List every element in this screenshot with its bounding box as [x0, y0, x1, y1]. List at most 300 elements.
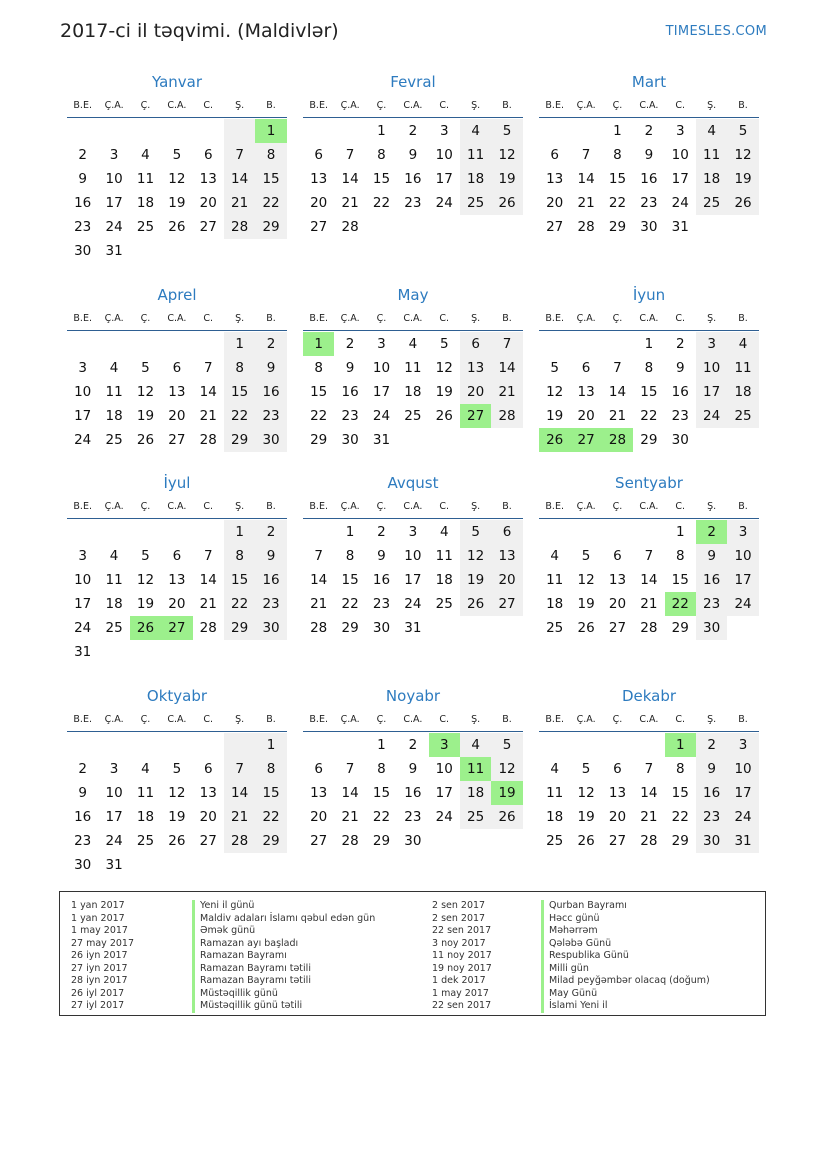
empty-day-cell	[539, 733, 570, 757]
day-cell: 21	[224, 805, 255, 829]
day-cell: 10	[727, 544, 758, 568]
day-cell: 15	[310, 384, 328, 400]
weekday-label: Ş.	[235, 500, 245, 512]
empty-day-cell	[491, 215, 522, 239]
empty-day-cell	[130, 640, 161, 664]
day-cell: 24	[671, 195, 689, 211]
day-cell: 31	[105, 857, 123, 873]
weekday-label: C.	[203, 713, 214, 725]
empty-day-cell	[224, 239, 255, 263]
weekday-label: Ç.	[376, 713, 387, 725]
weekday-label: Ç.	[140, 99, 151, 111]
day-cell: 5	[550, 360, 559, 376]
weekday-label: C.A.	[639, 713, 659, 725]
day-cell: 15	[372, 785, 391, 801]
day-cell: 13	[168, 572, 186, 588]
weekday-label: C.A.	[403, 713, 423, 725]
day-cell: 6	[172, 360, 182, 376]
day-cell: 12	[577, 785, 595, 801]
empty-day-cell	[727, 616, 758, 640]
day-cell: 8	[314, 360, 323, 376]
weekday-label: B.	[738, 312, 748, 324]
day-cell: 23	[255, 404, 286, 428]
weekday-label: C.A.	[167, 99, 187, 111]
day-cell: 28	[577, 219, 595, 235]
day-cell: 13	[310, 171, 328, 187]
day-cell: 16	[696, 781, 727, 805]
weekday-label: Ç.	[612, 500, 623, 512]
day-cell: 6	[581, 360, 591, 376]
legend-holiday-name: Yeni il günü	[192, 900, 375, 913]
day-cell: 10	[435, 147, 453, 163]
day-cell: 24	[435, 195, 453, 211]
day-cell: 6	[550, 147, 559, 163]
day-cell: 10	[372, 360, 391, 376]
day-cell: 26	[168, 833, 186, 849]
legend-date: 27 may 2017	[71, 937, 135, 949]
day-cell: 17	[435, 785, 453, 801]
day-cell: 30	[696, 829, 727, 853]
day-cell: 27	[608, 620, 627, 636]
day-cell: 29	[310, 432, 328, 448]
month-calendar	[67, 72, 287, 263]
month-name: Oktyabr	[146, 687, 208, 705]
weekday-label: B.	[738, 99, 748, 111]
day-cell: 7	[203, 360, 213, 376]
day-cell: 18	[105, 408, 123, 424]
empty-day-cell	[429, 428, 460, 452]
day-cell: 27	[199, 219, 217, 235]
day-cell: 31	[74, 644, 92, 660]
month-days-grid	[303, 331, 523, 452]
day-cell: 18	[105, 596, 123, 612]
holiday-day-cell: 26	[539, 428, 570, 452]
legend-date: 22 sen 2017	[432, 1000, 492, 1011]
day-cell: 30	[255, 428, 286, 452]
weekday-label: B.	[502, 500, 512, 512]
day-cell: 7	[491, 332, 522, 356]
holiday-day-cell: 27	[570, 428, 601, 452]
day-cell: 6	[203, 147, 213, 163]
brand-logo-text[interactable]: TIMESLES.COM	[665, 24, 767, 39]
day-cell: 16	[74, 195, 92, 211]
empty-day-cell	[193, 520, 224, 544]
day-cell: 4	[141, 761, 150, 777]
day-cell: 31	[727, 829, 758, 853]
day-cell: 6	[314, 761, 323, 777]
day-cell: 11	[546, 572, 564, 588]
day-cell: 16	[640, 171, 658, 187]
holiday-day-cell: 11	[460, 757, 491, 781]
month-name: Dekabr	[621, 687, 677, 705]
day-cell: 18	[136, 809, 155, 825]
day-cell: 10	[671, 147, 689, 163]
day-cell: 31	[105, 243, 123, 259]
day-cell: 4	[109, 548, 119, 564]
day-cell: 1	[224, 520, 255, 544]
day-cell: 4	[439, 524, 449, 540]
month-days-grid	[67, 118, 287, 263]
day-cell: 11	[696, 143, 727, 167]
day-cell: 8	[345, 548, 355, 564]
day-cell: 21	[310, 596, 328, 612]
day-cell: 15	[255, 781, 286, 805]
empty-day-cell	[161, 853, 192, 877]
weekday-header	[539, 707, 759, 732]
day-cell: 17	[727, 781, 758, 805]
legend-date: 27 iyn 2017	[71, 962, 128, 974]
weekday-label: B.E.	[545, 312, 564, 324]
day-cell: 21	[199, 596, 217, 612]
day-cell: 18	[727, 380, 758, 404]
month-days-grid	[303, 519, 523, 640]
day-cell: 25	[105, 432, 123, 448]
day-cell: 23	[640, 195, 658, 211]
day-cell: 15	[671, 572, 689, 588]
weekday-label: B.	[502, 713, 512, 725]
month-calendar	[303, 686, 523, 853]
month-calendar	[303, 473, 523, 640]
day-cell: 31	[404, 620, 422, 636]
day-cell: 7	[581, 147, 591, 163]
day-cell: 25	[460, 805, 491, 829]
day-cell: 4	[460, 733, 491, 757]
weekday-label: B.	[266, 312, 276, 324]
day-cell: 6	[613, 548, 622, 564]
day-cell: 21	[224, 191, 255, 215]
empty-day-cell	[633, 733, 664, 757]
day-cell: 14	[224, 167, 255, 191]
legend-holiday-name: Müstəqillik günü	[192, 988, 375, 1001]
day-cell: 7	[203, 548, 213, 564]
empty-day-cell	[334, 119, 365, 143]
day-cell: 25	[136, 833, 155, 849]
month-calendar	[67, 686, 287, 877]
day-cell: 5	[491, 733, 522, 757]
empty-day-cell	[130, 520, 161, 544]
day-cell: 14	[199, 572, 217, 588]
month-name: Mart	[631, 73, 667, 91]
legend-holiday-name: Milad peyğəmbər olacaq (doğum)	[541, 975, 710, 988]
day-cell: 22	[372, 195, 391, 211]
empty-day-cell	[460, 428, 491, 452]
day-cell: 16	[671, 384, 689, 400]
legend-holiday-name: Əmək günü	[192, 925, 375, 938]
legend-holiday-name: Həcc günü	[541, 913, 710, 926]
legend-date: 1 yan 2017	[71, 912, 125, 924]
day-cell: 17	[696, 380, 727, 404]
weekday-label: B.	[502, 312, 512, 324]
empty-day-cell	[67, 332, 98, 356]
month-name: Sentyabr	[615, 474, 683, 492]
day-cell: 29	[341, 620, 359, 636]
weekday-header	[303, 707, 523, 732]
day-cell: 19	[435, 384, 453, 400]
day-cell: 26	[435, 408, 453, 424]
weekday-label: B.E.	[73, 713, 92, 725]
day-cell: 25	[136, 219, 155, 235]
month-calendar	[539, 686, 759, 853]
month-name: Noyabr	[385, 687, 441, 705]
day-cell: 26	[577, 833, 595, 849]
day-cell: 20	[168, 596, 186, 612]
legend-holiday-name: Respublika Günü	[541, 950, 710, 963]
day-cell: 9	[644, 147, 654, 163]
empty-day-cell	[161, 119, 192, 143]
empty-day-cell	[130, 733, 161, 757]
weekday-label: C.A.	[639, 99, 659, 111]
day-cell: 28	[199, 620, 217, 636]
day-cell: 5	[491, 119, 522, 143]
day-cell: 1	[224, 332, 255, 356]
empty-day-cell	[696, 215, 727, 239]
holiday-day-cell: 1	[665, 733, 696, 757]
legend-date: 2 sen 2017	[432, 912, 486, 924]
day-cell: 19	[460, 568, 491, 592]
day-cell: 3	[109, 761, 119, 777]
day-cell: 22	[224, 592, 255, 616]
month-name: Fevral	[390, 73, 436, 91]
day-cell: 3	[408, 524, 418, 540]
holiday-day-cell: 3	[429, 733, 460, 757]
day-cell: 14	[199, 384, 217, 400]
day-cell: 29	[255, 215, 286, 239]
weekday-label: C.	[439, 500, 450, 512]
weekday-label: B.E.	[309, 99, 328, 111]
day-cell: 9	[78, 785, 87, 801]
month-days-grid	[539, 118, 759, 239]
month-days-grid	[67, 732, 287, 877]
empty-day-cell	[161, 733, 192, 757]
weekday-header	[67, 494, 287, 519]
weekday-label: C.A.	[167, 312, 187, 324]
month-days-grid	[67, 331, 287, 452]
day-cell: 28	[341, 219, 359, 235]
day-cell: 3	[78, 360, 87, 376]
weekday-label: Ç.A.	[104, 99, 124, 111]
day-cell: 6	[613, 761, 622, 777]
day-cell: 6	[172, 548, 182, 564]
weekday-label: C.	[203, 500, 214, 512]
empty-day-cell	[193, 239, 224, 263]
empty-day-cell	[570, 119, 601, 143]
day-cell: 23	[74, 833, 92, 849]
weekday-label: C.A.	[403, 99, 423, 111]
empty-day-cell	[161, 640, 192, 664]
day-cell: 11	[105, 572, 123, 588]
day-cell: 26	[168, 219, 186, 235]
day-cell: 7	[644, 761, 654, 777]
day-cell: 24	[404, 596, 422, 612]
weekday-header	[67, 306, 287, 331]
weekday-label: Ç.	[376, 500, 387, 512]
day-cell: 28	[224, 215, 255, 239]
day-cell: 29	[372, 833, 391, 849]
legend-date: 26 iyn 2017	[71, 950, 128, 961]
day-cell: 19	[577, 596, 595, 612]
day-cell: 16	[255, 568, 286, 592]
empty-day-cell	[98, 520, 129, 544]
day-cell: 8	[224, 544, 255, 568]
day-cell: 27	[168, 432, 186, 448]
weekday-label: Ç.A.	[576, 312, 596, 324]
day-cell: 20	[199, 195, 217, 211]
day-cell: 8	[675, 761, 685, 777]
weekday-label: C.	[203, 99, 214, 111]
day-cell: 28	[199, 432, 217, 448]
day-cell: 5	[172, 147, 182, 163]
day-cell: 3	[727, 733, 758, 757]
day-cell: 2	[345, 336, 355, 352]
weekday-label: Ç.	[140, 713, 151, 725]
day-cell: 16	[255, 380, 286, 404]
day-cell: 7	[613, 360, 622, 376]
weekday-label: Ç.A.	[576, 713, 596, 725]
day-cell: 25	[727, 404, 758, 428]
day-cell: 30	[640, 219, 658, 235]
empty-day-cell	[429, 215, 460, 239]
day-cell: 15	[372, 171, 391, 187]
weekday-label: B.	[738, 713, 748, 725]
month-calendar	[67, 285, 287, 452]
day-cell: 3	[109, 147, 119, 163]
weekday-label: Ş.	[471, 713, 481, 725]
day-cell: 10	[435, 761, 453, 777]
day-cell: 18	[460, 781, 491, 805]
day-cell: 19	[491, 167, 522, 191]
day-cell: 23	[696, 592, 727, 616]
day-cell: 27	[199, 833, 217, 849]
day-cell: 4	[408, 336, 418, 352]
day-cell: 17	[727, 568, 758, 592]
legend-date: 1 may 2017	[432, 987, 489, 999]
day-cell: 27	[310, 833, 328, 849]
day-cell: 29	[671, 620, 689, 636]
holiday-day-cell: 28	[602, 428, 633, 452]
day-cell: 4	[550, 548, 559, 564]
day-cell: 19	[168, 809, 186, 825]
day-cell: 9	[675, 360, 685, 376]
month-calendar	[539, 72, 759, 239]
weekday-label: B.	[266, 99, 276, 111]
day-cell: 24	[105, 833, 123, 849]
day-cell: 2	[255, 520, 286, 544]
day-cell: 21	[491, 380, 522, 404]
weekday-label: Ç.	[140, 312, 151, 324]
day-cell: 31	[372, 432, 391, 448]
weekday-label: Ç.A.	[576, 99, 596, 111]
legend-date: 1 dek 2017	[432, 975, 486, 986]
day-cell: 26	[491, 805, 522, 829]
day-cell: 15	[255, 167, 286, 191]
day-cell: 7	[224, 757, 255, 781]
day-cell: 3	[78, 548, 87, 564]
day-cell: 26	[136, 432, 155, 448]
weekday-label: Ş.	[707, 500, 717, 512]
day-cell: 22	[671, 809, 689, 825]
day-cell: 24	[727, 592, 758, 616]
day-cell: 2	[255, 332, 286, 356]
day-cell: 11	[460, 143, 491, 167]
day-cell: 26	[460, 592, 491, 616]
empty-day-cell	[696, 428, 727, 452]
weekday-label: Ş.	[235, 312, 245, 324]
day-cell: 16	[341, 384, 359, 400]
day-cell: 22	[341, 596, 359, 612]
day-cell: 22	[255, 191, 286, 215]
day-cell: 14	[608, 384, 627, 400]
day-cell: 3	[675, 123, 685, 139]
day-cell: 13	[577, 384, 595, 400]
day-cell: 8	[377, 761, 386, 777]
day-cell: 23	[404, 809, 422, 825]
day-cell: 22	[372, 809, 391, 825]
weekday-header	[539, 494, 759, 519]
day-cell: 28	[491, 404, 522, 428]
weekday-label: Ç.	[376, 312, 387, 324]
legend-holiday-name: May Günü	[541, 988, 710, 1001]
day-cell: 30	[404, 833, 422, 849]
weekday-header	[539, 93, 759, 118]
legend-date: 1 yan 2017	[71, 900, 125, 911]
day-cell: 9	[377, 548, 386, 564]
empty-day-cell	[224, 853, 255, 877]
day-cell: 14	[341, 171, 359, 187]
empty-day-cell	[193, 640, 224, 664]
month-days-grid	[539, 331, 759, 452]
day-cell: 1	[613, 123, 622, 139]
day-cell: 10	[105, 785, 123, 801]
day-cell: 25	[435, 596, 453, 612]
day-cell: 5	[141, 548, 150, 564]
empty-day-cell	[161, 520, 192, 544]
weekday-label: Ç.	[140, 500, 151, 512]
day-cell: 11	[546, 785, 564, 801]
day-cell: 8	[644, 360, 654, 376]
day-cell: 2	[78, 761, 87, 777]
weekday-label: B.	[266, 713, 276, 725]
day-cell: 8	[377, 147, 386, 163]
weekday-label: B.	[738, 500, 748, 512]
weekday-label: C.	[203, 312, 214, 324]
day-cell: 5	[581, 761, 591, 777]
day-cell: 23	[372, 596, 391, 612]
day-cell: 19	[577, 809, 595, 825]
holiday-legend	[59, 891, 766, 1016]
day-cell: 1	[675, 524, 685, 540]
month-name: May	[397, 286, 429, 304]
day-cell: 12	[168, 785, 186, 801]
legend-left-dates	[71, 900, 134, 1013]
empty-day-cell	[98, 119, 129, 143]
day-cell: 5	[141, 360, 150, 376]
day-cell: 12	[136, 384, 155, 400]
day-cell: 12	[435, 360, 453, 376]
day-cell: 7	[345, 147, 355, 163]
day-cell: 3	[727, 520, 758, 544]
legend-date: 28 iyn 2017	[71, 975, 128, 986]
day-cell: 1	[644, 336, 654, 352]
day-cell: 4	[696, 119, 727, 143]
day-cell: 9	[408, 147, 418, 163]
day-cell: 20	[460, 380, 491, 404]
empty-day-cell	[303, 733, 334, 757]
day-cell: 23	[255, 592, 286, 616]
day-cell: 14	[224, 781, 255, 805]
day-cell: 12	[136, 572, 155, 588]
weekday-label: Ş.	[471, 312, 481, 324]
day-cell: 17	[105, 195, 123, 211]
